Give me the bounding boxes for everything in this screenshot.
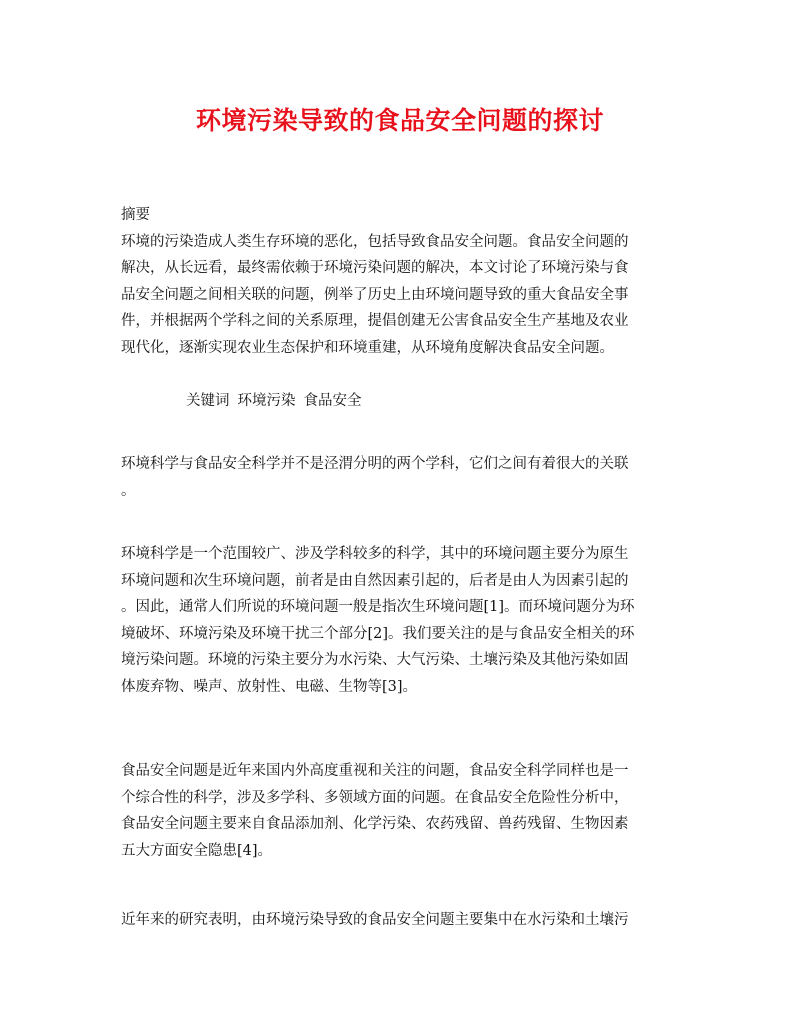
paragraph-line: 环境科学与食品安全科学并不是泾渭分明的两个学科，它们之间有着很大的关联 (121, 456, 629, 472)
document-title: 环境污染导致的食品安全问题的探讨 (195, 106, 604, 135)
paragraph-line: 境破坏、环境污染及环境干扰三个部分[2]。我们要关注的是与食品安全相关的环 (121, 625, 635, 642)
paragraph-line: 。 (121, 482, 136, 499)
paragraph-line: 境污染问题。环境的污染主要分为水污染、大气污染、土壤污染及其他污染如固 (121, 652, 629, 669)
paragraph-line: 环境科学是一个范围较广、涉及学科较多的科学，其中的环境问题主要分为原生 (121, 546, 629, 562)
abstract-heading: 摘要 (121, 207, 150, 223)
abstract-line: 现代化，逐渐实现农业生态保护和环境重建，从环境角度解决食品安全问题。 (121, 339, 614, 356)
keywords-line (186, 388, 362, 415)
abstract-line: 环境的污染造成人类生存环境的恶化，包括导致食品安全问题。食品安全问题的 (121, 233, 629, 250)
paragraph-line: 五大方面安全隐患[4]。 (121, 842, 273, 859)
abstract-line: 品安全问题之间相关联的问题，例举了历史上由环境问题导致的重大食品安全事 (121, 286, 629, 303)
paragraph-line: 体废弃物、噪声、放射性、电磁、生物等[3]。 (121, 678, 418, 695)
paragraph-line: 近年来的研究表明，由环境污染导致的食品安全问题主要集中在水污染和土壤污 (121, 912, 629, 928)
keyword-item: 环境污染 (237, 393, 296, 409)
abstract-line: 件，并根据两个学科之间的关系原理，提倡创建无公害食品安全生产基地及农业 (121, 313, 629, 330)
paragraph-3 (121, 758, 681, 864)
paragraph-line: 食品安全问题是近年来国内外高度重视和关注的问题，食品安全科学同样也是一 (121, 763, 629, 779)
paragraph-line: 个综合性的科学，涉及多学科、多领域方面的问题。在食品安全危险性分析中， (121, 789, 629, 806)
paragraph-line: 环境问题和次生环境问题，前者是由自然因素引起的，后者是由人为因素引起的 (121, 572, 629, 589)
paragraph-line: 食品安全问题主要来自食品添加剂、化学污染、农药残留、兽药残留、生物因素 (121, 816, 629, 833)
paragraph-4 (121, 907, 681, 934)
abstract-section (121, 202, 681, 362)
keywords-label: 关键词 (186, 393, 230, 409)
abstract-line: 解决，从长远看，最终需依赖于环境污染问题的解决，本文讨论了环境污染与食 (121, 260, 629, 277)
paragraph-1 (121, 451, 681, 504)
keyword-item: 食品安全 (303, 393, 362, 409)
paragraph-line: 。因此，通常人们所说的环境问题一般是指次生环境问题[1]。而环境问题分为环 (121, 599, 635, 616)
paragraph-2 (121, 541, 681, 701)
